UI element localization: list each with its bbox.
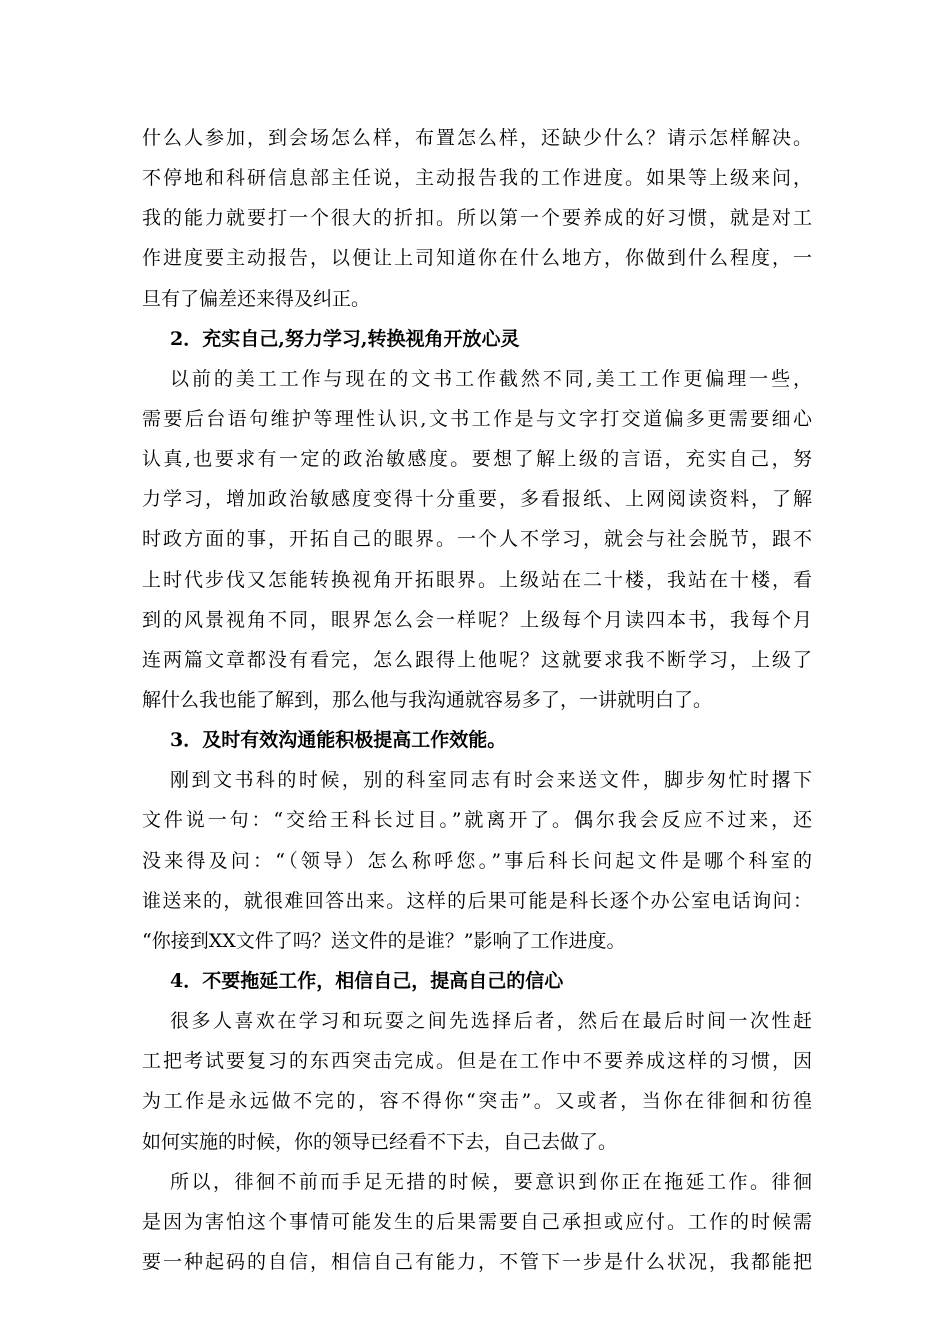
text-line: 没来得及问：“（领导）怎么称呼您。”事后科长问起文件是哪个科室的 <box>142 849 812 872</box>
text-line: 解什么我也能了解到，那么他与我沟通就容易多了，一讲就明白了。 <box>142 688 713 711</box>
document-page <box>142 118 812 1282</box>
text-line: 文件说一句：“交给王科长过目。”就离开了。偶尔我会反应不过来，还 <box>142 809 812 832</box>
text-line: 连两篇文章都没有看完，怎么跟得上他呢？这就要求我不断学习，上级了 <box>142 648 812 671</box>
text-line: 我的能力就要打一个很大的折扣。所以第一个要养成的好习惯，就是对工 <box>142 207 812 230</box>
section-heading: 4．不要拖延工作，相信自己，提高自己的信心 <box>170 969 564 992</box>
paragraph-first-line: 很多人喜欢在学习和玩耍之间先选择后者，然后在最后时间一次性赶 <box>170 1010 812 1033</box>
text-line: 如何实施的时候，你的领导已经看不下去，自己去做了。 <box>142 1130 618 1153</box>
text-line: “你接到XX文件了吗？送文件的是谁？”影响了工作进度。 <box>142 929 626 952</box>
text-line: 是因为害怕这个事情可能发生的后果需要自己承担或应付。工作的时候需 <box>142 1210 812 1233</box>
paragraph-first-line: 以前的美工工作与现在的文书工作截然不同,美工工作更偏理一些， <box>170 367 812 390</box>
text-line: 什么人参加，到会场怎么样，布置怎么样，还缺少什么？请示怎样解决。 <box>142 127 812 149</box>
text-line: 为工作是永远做不完的，容不得你“突击”。又或者，当你在徘徊和彷徨 <box>142 1090 812 1113</box>
text-line: 工把考试要复习的东西突击完成。但是在工作中不要养成这样的习惯，因 <box>142 1050 812 1073</box>
text-line: 认真,也要求有一定的政治敏感度。要想了解上级的言语，充实自己，努 <box>142 448 812 471</box>
text-line: 力学习，增加政治敏感度变得十分重要，多看报纸、上网阅读资料，了解 <box>142 488 812 511</box>
text-line: 到的风景视角不同，眼界怎么会一样呢？上级每个月读四本书，我每个月 <box>142 608 812 631</box>
text-line: 上时代步伐又怎能转换视角开拓眼界。上级站在二十楼，我站在十楼，看 <box>142 568 812 591</box>
text-line: 旦有了偏差还来得及纠正。 <box>142 287 371 310</box>
paragraph-first-line: 刚到文书科的时候，别的科室同志有时会来送文件，脚步匆忙时撂下 <box>170 769 812 792</box>
text-line: 谁送来的，就很难回答出来。这样的后果可能是科长逐个办公室电话询问： <box>142 889 812 912</box>
text-line: 要一种起码的自信，相信自己有能力，不管下一步是什么状况，我都能把 <box>142 1250 812 1273</box>
paragraph-first-line: 所以，徘徊不前而手足无措的时候，要意识到你正在拖延工作。徘徊 <box>170 1170 812 1193</box>
section-heading: 3．及时有效沟通能积极提高工作效能。 <box>170 729 507 752</box>
text-line: 作进度要主动报告，以便让上司知道你在什么地方，你做到什么程度，一 <box>142 247 812 270</box>
text-line: 需要后台语句维护等理性认识,文书工作是与文字打交道偏多更需要细心 <box>142 407 812 430</box>
text-line: 时政方面的事，开拓自己的眼界。一个人不学习，就会与社会脱节，跟不 <box>142 528 812 551</box>
section-heading: 2．充实自己,努力学习,转换视角开放心灵 <box>170 327 520 350</box>
text-line: 不停地和科研信息部主任说，主动报告我的工作进度。如果等上级来问， <box>142 167 812 190</box>
